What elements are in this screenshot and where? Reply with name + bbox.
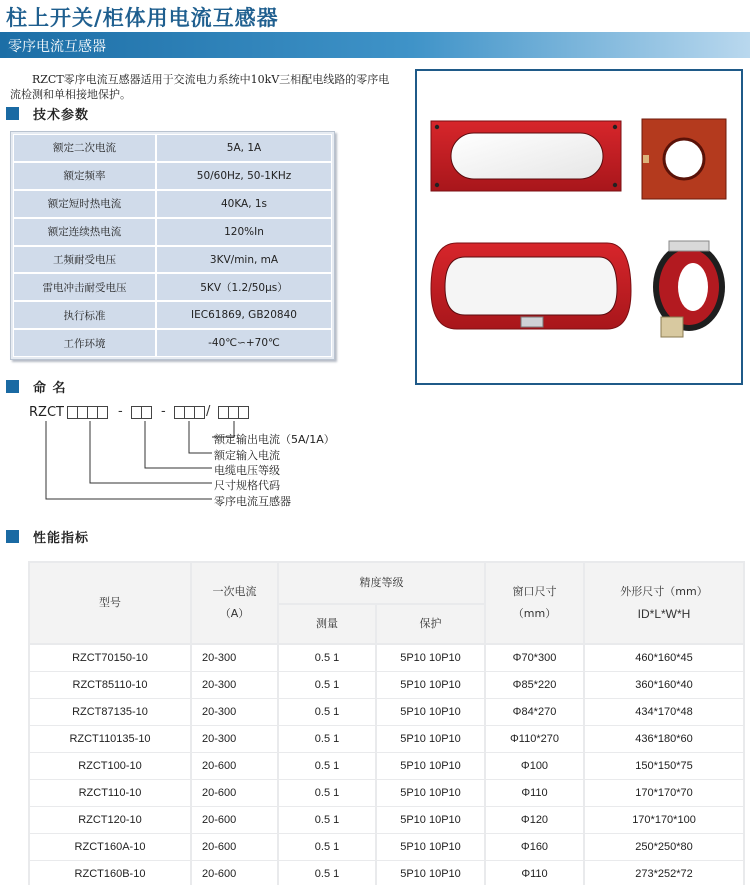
spec-value: 120%In <box>156 218 332 246</box>
cell-model: RZCT87135-10 <box>30 699 190 725</box>
spec-label: 额定连续热电流 <box>13 218 156 246</box>
header-protect <box>377 605 484 643</box>
cell-protect: 5P10 10P10 <box>377 699 484 725</box>
spec-label: 额定频率 <box>13 162 156 190</box>
naming-label-output-current: 额定输出电流（5A/1A） <box>214 433 335 446</box>
cell-primary-current: 20-600 <box>192 753 277 779</box>
spec-value: 50/60Hz, 50-1KHz <box>156 162 332 190</box>
header-dims <box>585 563 743 643</box>
cell-primary-current: 20-600 <box>192 834 277 860</box>
cell-protect: 5P10 10P10 <box>377 834 484 860</box>
cell-measure: 0.5 1 <box>279 645 375 671</box>
cell-model: RZCT110135-10 <box>30 726 190 752</box>
cell-window: Φ120 <box>486 807 583 833</box>
cell-protect: 5P10 10P10 <box>377 861 484 885</box>
page-subtitle: 零序电流互感器 <box>8 39 106 55</box>
cell-primary-current: 20-300 <box>192 726 277 752</box>
spec-value: 40KA, 1s <box>156 190 332 218</box>
cell-primary-current: 20-600 <box>192 861 277 885</box>
cell-dims: 436*180*60 <box>585 726 743 752</box>
cell-window: Φ160 <box>486 834 583 860</box>
cell-primary-current: 20-600 <box>192 807 277 833</box>
header-dims-sub: ID*L*W*H <box>637 607 691 621</box>
cell-window: Φ110*270 <box>486 726 583 752</box>
spec-label: 工频耐受电压 <box>13 246 156 274</box>
header-primary-current-unit: （A） <box>219 607 250 620</box>
cell-measure: 0.5 1 <box>279 672 375 698</box>
spec-value: -40℃∽+70℃ <box>156 329 332 357</box>
header-measure <box>279 605 375 643</box>
cell-protect: 5P10 10P10 <box>377 672 484 698</box>
spec-label: 额定二次电流 <box>13 134 156 162</box>
cell-measure: 0.5 1 <box>279 780 375 806</box>
cell-dims: 360*160*40 <box>585 672 743 698</box>
header-accuracy <box>279 563 484 603</box>
cell-primary-current: 20-300 <box>192 645 277 671</box>
cell-dims: 460*160*45 <box>585 645 743 671</box>
header-measure-label: 测量 <box>316 617 338 630</box>
cell-primary-current: 20-300 <box>192 672 277 698</box>
cell-dims: 250*250*80 <box>585 834 743 860</box>
cell-dims: 170*170*70 <box>585 780 743 806</box>
naming-dash: - <box>161 404 166 419</box>
spec-value: 5KV（1.2/50μs） <box>156 273 332 301</box>
cell-measure: 0.5 1 <box>279 834 375 860</box>
cell-window: Φ84*270 <box>486 699 583 725</box>
spec-label: 工作环境 <box>13 329 156 357</box>
naming-label-size-code: 尺寸规格代码 <box>214 479 280 492</box>
cell-dims: 150*150*75 <box>585 753 743 779</box>
spec-label: 额定短时热电流 <box>13 190 156 218</box>
naming-label-input-current: 额定输入电流 <box>214 449 280 462</box>
naming-label-product: 零序电流互感器 <box>214 495 291 508</box>
cell-model: RZCT110-10 <box>30 780 190 806</box>
spec-value: 3KV/min, mA <box>156 246 332 274</box>
header-window-label: 窗口尺寸 <box>512 585 557 598</box>
cell-protect: 5P10 10P10 <box>377 807 484 833</box>
naming-slash: / <box>206 404 211 419</box>
header-model <box>30 563 190 643</box>
header-model-label: 型号 <box>99 596 121 609</box>
cell-primary-current: 20-300 <box>192 699 277 725</box>
cell-model: RZCT100-10 <box>30 753 190 779</box>
cell-measure: 0.5 1 <box>279 807 375 833</box>
cell-dims: 434*170*48 <box>585 699 743 725</box>
cell-protect: 5P10 10P10 <box>377 645 484 671</box>
cell-window: Φ85*220 <box>486 672 583 698</box>
section-performance-header <box>6 528 89 544</box>
cell-measure: 0.5 1 <box>279 753 375 779</box>
header-window <box>486 563 583 643</box>
cell-protect: 5P10 10P10 <box>377 753 484 779</box>
header-dims-label: 外形尺寸（mm） <box>620 585 708 598</box>
intro-text: RZCT零序电流互感器适用于交流电力系统中10kV三相配电线路的零序电流检测和单相接地保护。 <box>10 73 390 101</box>
section-naming-title: 命 名 <box>33 380 67 396</box>
header-accuracy-label: 精度等级 <box>359 576 404 589</box>
cell-model: RZCT160B-10 <box>30 861 190 885</box>
cell-window: Φ100 <box>486 753 583 779</box>
cell-measure: 0.5 1 <box>279 861 375 885</box>
cell-window: Φ70*300 <box>486 645 583 671</box>
spec-label: 执行标准 <box>13 301 156 329</box>
cell-model: RZCT85110-10 <box>30 672 190 698</box>
section-performance-title: 性能指标 <box>33 530 90 546</box>
cell-model: RZCT120-10 <box>30 807 190 833</box>
naming-label-voltage-class: 电缆电压等级 <box>214 464 280 477</box>
cell-window: Φ110 <box>486 780 583 806</box>
page-title: 柱上开关/柜体用电流互感器 <box>6 6 279 30</box>
cell-model: RZCT70150-10 <box>30 645 190 671</box>
spec-label: 雷电冲击耐受电压 <box>13 273 156 301</box>
cell-measure: 0.5 1 <box>279 699 375 725</box>
cell-primary-current: 20-600 <box>192 780 277 806</box>
cell-dims: 170*170*100 <box>585 807 743 833</box>
header-primary-current <box>192 563 277 643</box>
cell-window: Φ110 <box>486 861 583 885</box>
cell-protect: 5P10 10P10 <box>377 780 484 806</box>
cell-measure: 0.5 1 <box>279 726 375 752</box>
spec-value: 5A, 1A <box>156 134 332 162</box>
naming-prefix: RZCT <box>29 405 64 420</box>
header-primary-current-label: 一次电流 <box>212 585 257 598</box>
header-protect-label: 保护 <box>419 617 442 630</box>
cell-dims: 273*252*72 <box>585 861 743 885</box>
performance-table <box>28 561 745 885</box>
section-marker-icon <box>6 530 19 543</box>
naming-dash: - <box>118 404 123 419</box>
cell-protect: 5P10 10P10 <box>377 726 484 752</box>
section-tech-title: 技术参数 <box>33 107 90 123</box>
cell-model: RZCT160A-10 <box>30 834 190 860</box>
header-window-unit: （mm） <box>512 607 557 620</box>
spec-value: IEC61869, GB20840 <box>156 301 332 329</box>
